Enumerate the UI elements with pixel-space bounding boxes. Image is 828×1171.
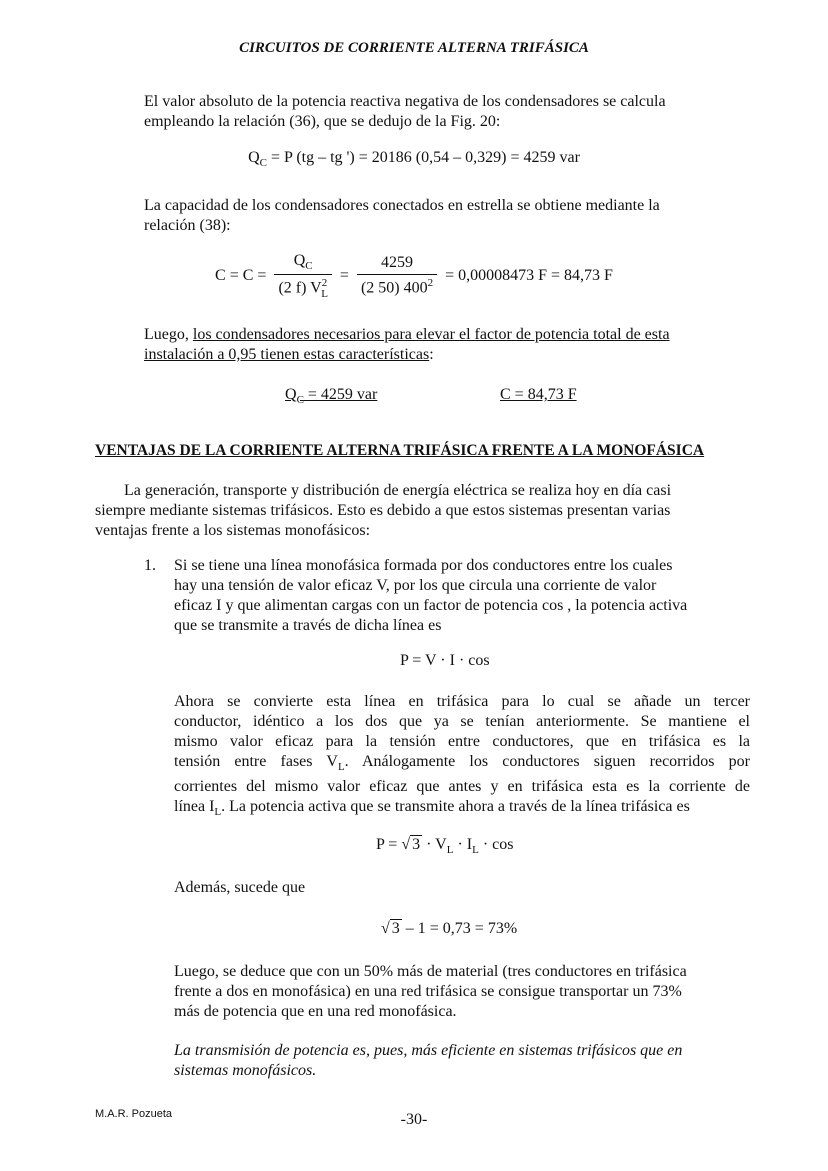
list-item-number: 1. bbox=[144, 557, 156, 574]
text-line: Ahora se convierte esta línea en trifásica para lo cual se añade un tercer bbox=[174, 693, 750, 710]
eq-text: · cos bbox=[478, 836, 514, 853]
text-line: La generación, transporte y distribución de energía eléctrica se realiza hoy en día casi bbox=[124, 482, 672, 499]
text-line: más de potencia que en una red monofásica. bbox=[174, 1003, 457, 1020]
text-run: . Análogamente los conductores siguen recorridos por bbox=[344, 753, 750, 770]
text-line: La transmisión de potencia es, pues, más eficiente en sistemas trifásicos que en bbox=[174, 1042, 683, 1059]
text-run: tensión entre fases V bbox=[174, 753, 338, 770]
equation-capacitance bbox=[0, 252, 828, 300]
text-line bbox=[174, 797, 750, 822]
paragraph-intro bbox=[95, 481, 750, 541]
text-run: : bbox=[429, 346, 434, 363]
text-line: La capacidad de los condensadores conectados en estrella se obtiene mediante la bbox=[144, 197, 660, 214]
eq-subscript: L bbox=[337, 761, 345, 774]
equation-ratio bbox=[381, 920, 517, 938]
frac-numerator: 4259 bbox=[357, 254, 437, 275]
result-qc bbox=[285, 386, 377, 406]
underlined-text: instalación a 0,95 tienen estas características bbox=[144, 346, 430, 363]
paragraph-deduction bbox=[174, 962, 754, 1022]
eq-superscript: 2 bbox=[427, 277, 434, 290]
underlined-text: los condensadores necesarios para elevar el factor de potencia total de esta bbox=[192, 326, 670, 343]
section-title: VENTAJAS DE LA CORRIENTE ALTERNA TRIFÁSICA FRENTE A LA MONOFÁSICA bbox=[95, 442, 705, 459]
eq-symbol: Q bbox=[285, 386, 297, 403]
eq-subscript: C bbox=[296, 394, 304, 407]
paragraph-three-phase bbox=[174, 692, 750, 822]
frac-numerator: Q bbox=[293, 252, 306, 269]
sqrt-icon: √ bbox=[401, 836, 411, 853]
sqrt-radicand: 3 bbox=[412, 836, 421, 853]
eq-text: · V bbox=[422, 836, 447, 853]
frac-denominator: (2 f) V bbox=[278, 279, 322, 297]
text-line: mismo valor eficaz para la tensión entre conductores, que en trifásica es la bbox=[174, 733, 750, 750]
text-line: hay una tensión de valor eficaz V, por los que circula una corriente de valor bbox=[174, 577, 657, 594]
eq-subscript: L bbox=[446, 844, 454, 857]
text-line bbox=[174, 752, 750, 777]
eq-value: = 4259 var bbox=[303, 386, 378, 403]
paragraph-reactive-power bbox=[144, 92, 744, 132]
text-line: empleando la relación (36), que se dedujo de la Fig. 20: bbox=[144, 113, 501, 130]
paragraph-capacitance bbox=[144, 196, 744, 236]
text-line: frente a dos en monofásica) en una red trifásica se consigue transportar un 73% bbox=[174, 983, 682, 1000]
sqrt-radicand: 3 bbox=[391, 920, 400, 937]
equation-qc bbox=[0, 149, 828, 169]
text-line: corrientes del mismo valor eficaz que antes y en trifásica esta es la corriente de bbox=[174, 778, 750, 796]
equation-mono-power: P = V · I · cos bbox=[400, 652, 490, 669]
text-line: El valor absoluto de la potencia reactiva negativa de los condensadores se calcula bbox=[144, 93, 666, 110]
eq-equals: = bbox=[339, 266, 349, 284]
eq-text: · I bbox=[453, 836, 473, 853]
paragraph-efficiency bbox=[174, 1041, 754, 1081]
paragraph-ademas: Además, sucede que bbox=[174, 879, 306, 896]
text-line: sistemas monofásicos. bbox=[174, 1062, 317, 1079]
result-c: C = 84,73 F bbox=[500, 386, 577, 403]
text-run: Luego, bbox=[144, 326, 193, 343]
text-line: ventajas frente a los sistemas monofásicos: bbox=[95, 522, 371, 539]
footer-author: M.A.R. Pozueta bbox=[95, 1108, 173, 1120]
text-run: línea I bbox=[174, 798, 215, 816]
eq-lhs: C = C = bbox=[215, 266, 267, 284]
text-line: Si se tiene una línea monofásica formada por dos conductores entre los cuales bbox=[174, 557, 673, 574]
eq-subscript: L bbox=[214, 806, 222, 819]
paragraph-conclusion bbox=[144, 325, 744, 365]
page-number: -30- bbox=[400, 1111, 428, 1128]
text-line: eficaz I y que alimentan cargas con un factor de potencia cos , la potencia activa bbox=[174, 597, 688, 614]
text-run: . La potencia activa que se transmite ahora a través de la línea trifásica es bbox=[221, 798, 690, 816]
text-line: siempre mediante sistemas trifásicos. Esto es debido a que estos sistemas presentan varias bbox=[95, 502, 671, 519]
frac-denominator: (2 50) 400 bbox=[360, 279, 428, 297]
eq-symbol: Q bbox=[248, 149, 260, 166]
text-line: Luego, se deduce que con un 50% más de material (tres conductores en trifásica bbox=[174, 963, 687, 980]
text-line: conductor, idéntico a los dos que ya se tenían anteriormente. Se mantiene el bbox=[174, 713, 750, 730]
text-line: que se transmite a través de dicha línea es bbox=[174, 617, 442, 634]
fraction-qc-over-v bbox=[274, 252, 331, 300]
eq-superscript: 2 bbox=[321, 277, 328, 290]
eq-expression: = P (tg – tg ') = 20186 (0,54 – 0,329) = 4259 var bbox=[271, 149, 580, 166]
equation-three-phase-power bbox=[376, 836, 513, 856]
text-line: relación (38): bbox=[144, 217, 231, 234]
eq-subscript: L bbox=[321, 287, 328, 300]
eq-subscript: C bbox=[305, 260, 313, 273]
eq-result: = 0,00008473 F = 84,73 F bbox=[445, 266, 613, 284]
eq-subscript: L bbox=[472, 844, 479, 857]
sqrt-icon: √ bbox=[381, 920, 390, 937]
fraction-numeric bbox=[357, 254, 437, 297]
eq-subscript: C bbox=[259, 157, 267, 170]
eq-text: P = bbox=[376, 836, 402, 853]
list-item-1 bbox=[174, 556, 754, 636]
eq-text: – 1 = 0,73 = 73% bbox=[401, 920, 518, 937]
page-header: CIRCUITOS DE CORRIENTE ALTERNA TRIFÁSICA bbox=[239, 40, 589, 56]
